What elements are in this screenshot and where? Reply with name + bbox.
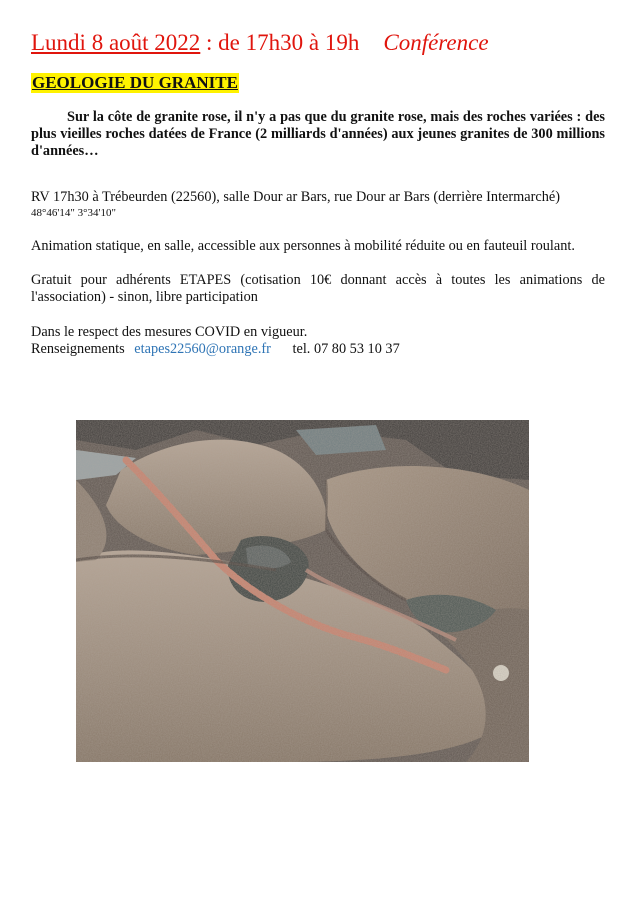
contact-phone: tel. 07 80 53 10 37 bbox=[292, 341, 400, 357]
pricing-note: Gratuit pour adhérents ETAPES (cotisation 10€ donnant accès à toutes les animations de l'association) - sinon, libre participation bbox=[31, 272, 605, 305]
granite-rock-photo bbox=[76, 420, 529, 762]
meeting-point bbox=[31, 189, 605, 220]
event-time: : de 17h30 à 19h bbox=[200, 30, 360, 55]
contact-email-link[interactable]: etapes22560@orange.fr bbox=[134, 341, 271, 357]
event-intro: Sur la côte de granite rose, il n'y a pas que du granite rose, mais des roches variées : des plus vieilles roches datées de France (2 milliards d'années) aux jeunes granites de 300 millions d'années… bbox=[31, 109, 605, 159]
accessibility-note: Animation statique, en salle, accessible aux personnes à mobilité réduite ou en fauteuil roulant. bbox=[31, 238, 575, 254]
event-date: Lundi 8 août 2022 bbox=[31, 30, 201, 55]
covid-note: Dans le respect des mesures COVID en vigueur. bbox=[31, 324, 308, 340]
event-type: Conférence bbox=[383, 30, 489, 55]
event-header bbox=[31, 30, 489, 56]
contact-label: Renseignements bbox=[31, 341, 125, 357]
gps-coordinates: 48°46'14" 3°34'10" bbox=[31, 207, 116, 219]
meeting-point-address: RV 17h30 à Trébeurden (22560), salle Dour ar Bars, rue Dour ar Bars (derrière Intermarché) bbox=[31, 189, 560, 205]
contact-line bbox=[31, 341, 605, 358]
event-title: GEOLOGIE DU GRANITE bbox=[32, 73, 238, 92]
